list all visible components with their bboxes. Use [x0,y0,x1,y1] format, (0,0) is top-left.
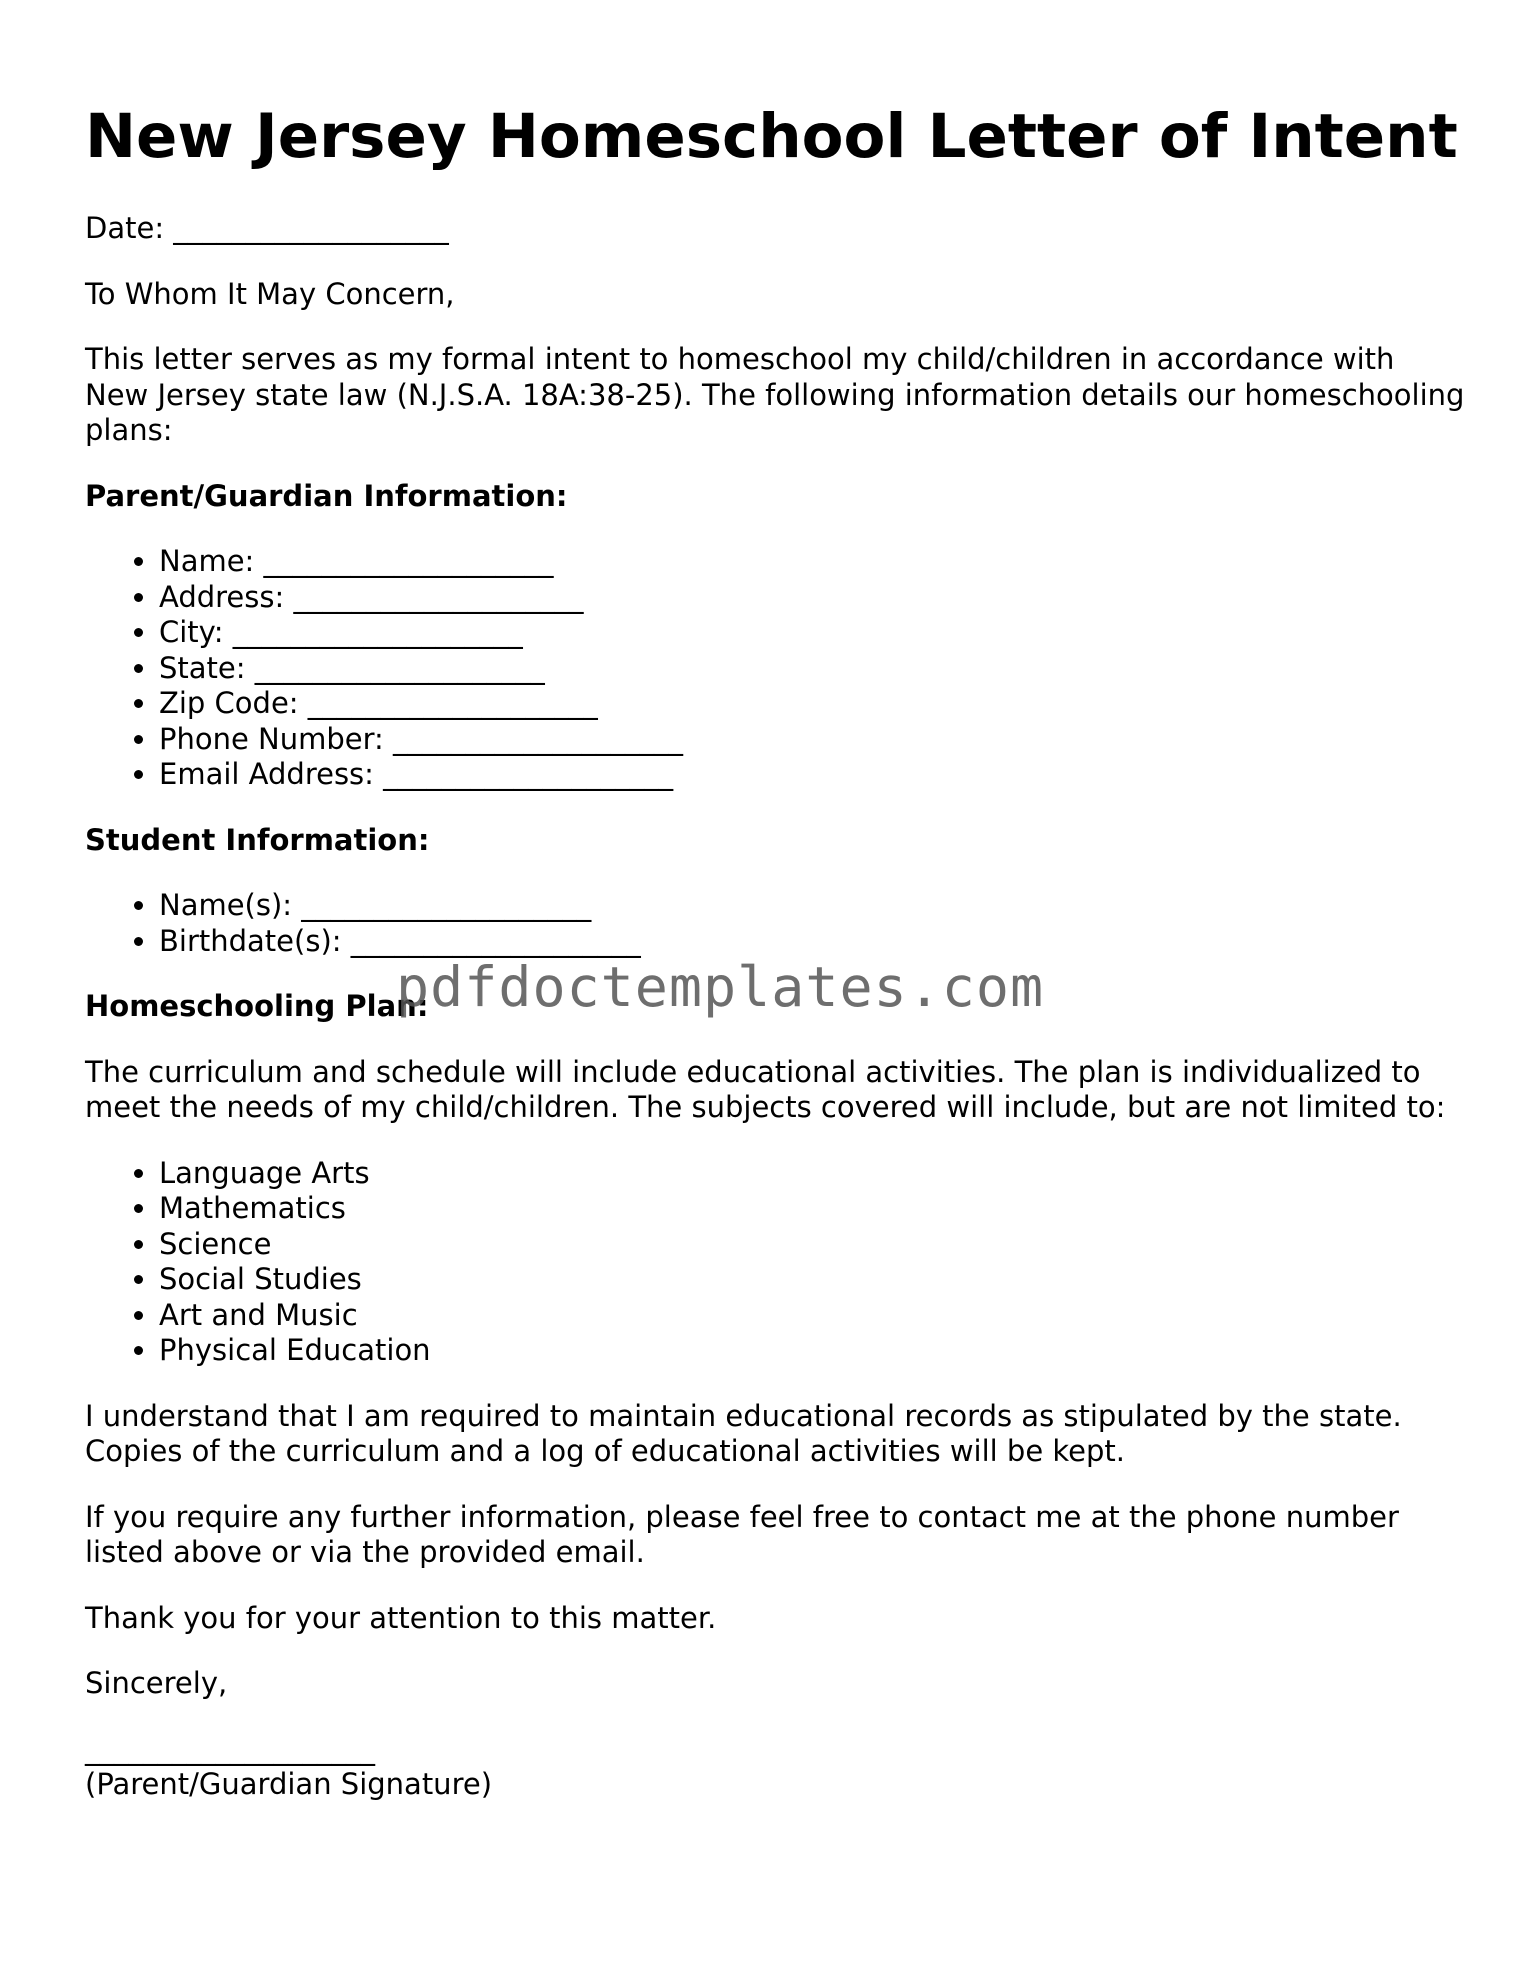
closing: Sincerely, [85,1666,228,1701]
plan-section-heading: Homeschooling Plan: [85,989,429,1024]
list-item: • Art and Music [159,1298,1465,1334]
student-section-heading: Student Information: [85,822,430,857]
records-paragraph: I understand that I am required to maintain educational records as stipulated by the state. Copies of the curriculum and a log of educational activities will be kept. [85,1398,1402,1469]
page-title: New Jersey Homeschool Letter of Intent [85,101,1458,172]
list-item: • Science [159,1227,1465,1263]
student-info-list [85,888,1465,959]
list-item: • City: ____________________ [159,615,1465,651]
signature-caption: (Parent/Guardian Signature) [85,1767,493,1802]
list-item: • Social Studies [159,1262,1465,1298]
list-item: • Birthdate(s): ____________________ [159,924,1465,960]
parent-section-heading: Parent/Guardian Information: [85,478,568,513]
subjects-list [85,1156,1465,1369]
list-item: • Phone Number: ____________________ [159,722,1465,758]
list-item: • Email Address: ____________________ [159,757,1465,793]
salutation: To Whom It May Concern, [85,276,455,311]
date-line: Date: ___________________ [85,211,449,246]
contact-paragraph: If you require any further information, please feel free to contact me at the phone number listed above or via the provided email. [85,1499,1399,1570]
thanks-paragraph: Thank you for your attention to this matter. [85,1600,717,1635]
signature-line: ____________________ [85,1731,375,1766]
list-item: • Language Arts [159,1156,1465,1192]
intro-paragraph: This letter serves as my formal intent to homeschool my child/children in accordance with New Jersey state law (N.J.S.A. 18A:38-25). The following information details our homeschooling plans: [85,342,1465,448]
list-item: • Name(s): ____________________ [159,888,1465,924]
parent-info-list [85,544,1465,793]
list-item: • Zip Code: ____________________ [159,686,1465,722]
signature-block [85,1732,1465,1803]
watermark: pdfdoctemplates.com [396,955,1045,1019]
letter-page [85,100,1465,1803]
list-item: • Address: ____________________ [159,580,1465,616]
list-item: • Physical Education [159,1333,1465,1369]
list-item: • Mathematics [159,1191,1465,1227]
plan-paragraph: The curriculum and schedule will include educational activities. The plan is individualized to meet the needs of my child/children. The subjects covered will include, but are not limited to: [85,1054,1446,1125]
list-item: • State: ____________________ [159,651,1465,687]
list-item: • Name: ____________________ [159,544,1465,580]
